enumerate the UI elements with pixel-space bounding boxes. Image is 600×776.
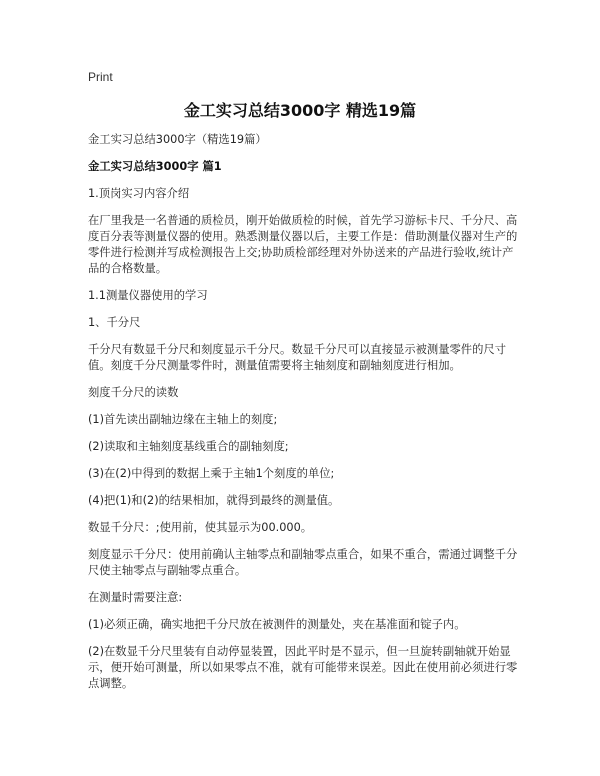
paragraph: 1、千分尺 xyxy=(88,316,141,329)
paragraph: 刻度千分尺的读数 xyxy=(88,386,179,399)
paragraph: 千分尺有数显千分尺和刻度显示千分尺。数显千分尺可以直接显示被测量零件的尺寸值。刻度千分尺测量零件时，测量值需要将主轴刻度和副轴刻度进行相加。 xyxy=(88,343,506,372)
paragraph: (1)首先读出副轴边缘在主轴上的刻度; xyxy=(88,413,278,426)
paragraph: 在厂里我是一名普通的质检员，刚开始做质检的时候，首先学习游标卡尺、千分尺、高度百分表等测量仪器的使用。熟悉测量仪器以后，主要工作是：借助测量仪器对生产的零件进行检测并写成检测报告上交;协助质检部经理对外协送来的产品进行验收,统计产品的合格数量。 xyxy=(88,214,518,275)
paragraph: 在测量时需要注意: xyxy=(88,591,183,604)
paragraph: 1.1测量仪器使用的学习 xyxy=(88,289,208,302)
paragraph: (2)在数显千分尺里装有自动停显装置，因此平时是不显示，但一旦旋转副轴就开始显示，便开始可测量，所以如果零点不准，就有可能带来误差。因此在使用前必须进行零点调整。 xyxy=(88,645,518,690)
print-label: Print xyxy=(88,70,113,84)
document-title: 金工实习总结3000字 精选19篇 xyxy=(183,101,417,120)
paragraph: (4)把(1)和(2)的结果相加，就得到最终的测量值。 xyxy=(88,494,340,507)
paragraph: 1.顶岗实习内容介绍 xyxy=(88,187,190,200)
subtitle-paragraph: 金工实习总结3000字（精选19篇） xyxy=(88,133,267,146)
paragraph: 刻度显示千分尺：使用前确认主轴零点和副轴零点重合，如果不重合，需通过调整千分尺使主轴零点与副轴零点重合。 xyxy=(88,548,518,577)
document-body xyxy=(88,132,518,703)
paragraph: (1)必须正确，确实地把千分尺放在被测件的测量处，夹在基准面和锭子内。 xyxy=(88,618,466,631)
paragraph: (2)读取和主轴刻度基线重合的副轴刻度; xyxy=(88,440,289,453)
section-heading: 金工实习总结3000字 篇1 xyxy=(88,160,222,173)
paragraph: (3)在(2)中得到的数据上乘于主轴1个刻度的单位; xyxy=(88,467,335,480)
paragraph: 数显千分尺：;使用前，使其显示为00.000。 xyxy=(88,521,313,534)
